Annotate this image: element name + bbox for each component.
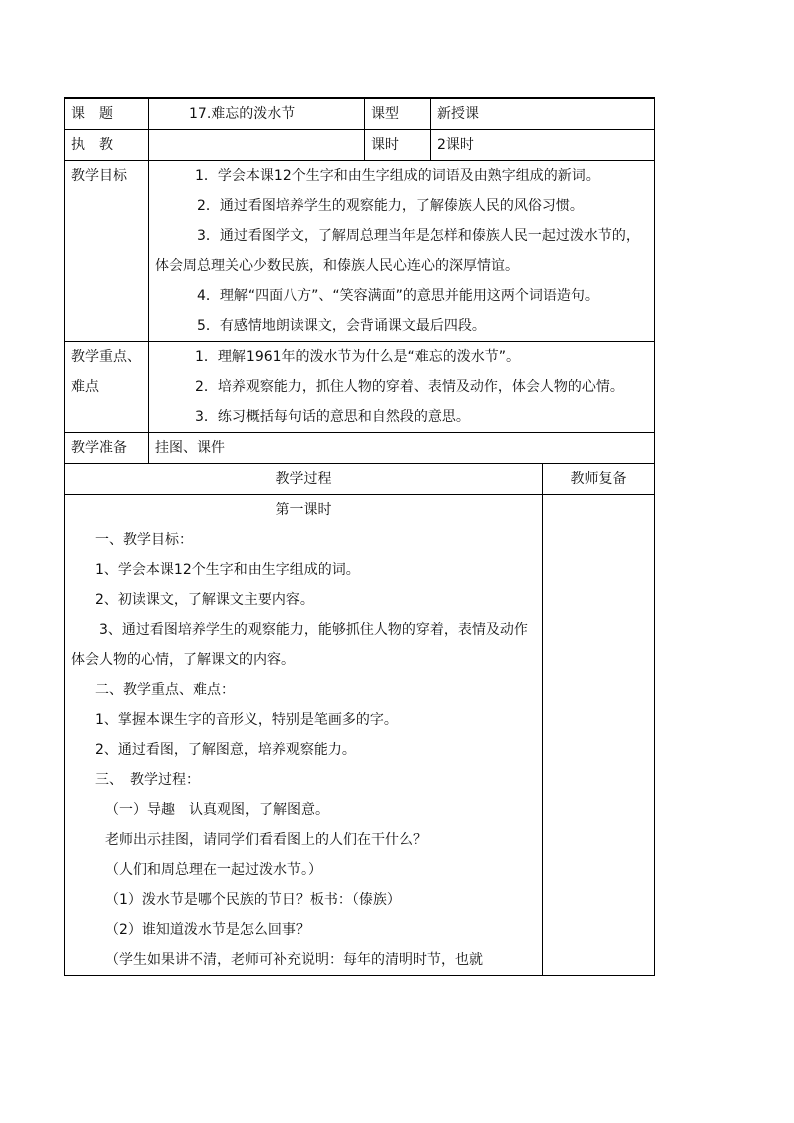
- row-key-points: [65, 342, 655, 433]
- row-teacher: [65, 130, 655, 161]
- process-line: （一）导趣 认真观图，了解图意。: [105, 802, 329, 818]
- type-value: 新授课: [431, 98, 655, 130]
- goal-item: 2．通过看图培养学生的观察能力，了解傣族人民的风俗习惯。: [197, 198, 584, 214]
- process-line: 一、教学目标：: [95, 532, 193, 548]
- goals-label: 教学目标: [65, 161, 149, 342]
- process-line: （学生如果讲不清，老师可补充说明：每年的清明时节，也就: [105, 952, 483, 968]
- key-point-item: 1．理解1961年的泼水节为什么是“难忘的泼水节”。: [195, 349, 521, 365]
- process-header: 教学过程: [65, 464, 543, 495]
- row-prep: [65, 433, 655, 464]
- process-line: 3、通过看图培养学生的观察能力，能够抓住人物的穿着，表情及动作体会人物的心情，了解课文的内容。: [71, 622, 528, 668]
- process-line: 二、教学重点、难点：: [95, 682, 235, 698]
- process-line: 1、学会本课12个生字和由生字组成的词。: [95, 562, 360, 578]
- prep-label: 教学准备: [65, 433, 149, 464]
- row-topic: [65, 98, 655, 130]
- goal-item: 1．学会本课12个生字和由生字组成的词语及由熟字组成的新词。: [195, 168, 600, 184]
- goal-item: 5．有感情地朗读课文，会背诵课文最后四段。: [197, 318, 486, 334]
- goals-content: [149, 161, 655, 342]
- teacher-label: 执 教: [65, 130, 149, 161]
- topic-value: 17.难忘的泼水节: [149, 98, 365, 130]
- key-points-content: [149, 342, 655, 433]
- process-line: 1、掌握本课生字的音形义，特别是笔画多的字。: [95, 712, 398, 728]
- teacher-review-header: 教师复备: [543, 464, 655, 495]
- process-line: （2）谁知道泼水节是怎么回事？: [105, 922, 310, 938]
- row-process-header: [65, 464, 655, 495]
- lesson-title: 第一课时: [275, 502, 332, 518]
- key-point-item: 3．练习概括每句话的意思和自然段的意思。: [195, 409, 470, 425]
- goal-item: 4．理解“四面八方”、“笑容满面”的意思并能用这两个词语造句。: [197, 288, 599, 304]
- process-content: [65, 495, 543, 976]
- process-line: 老师出示挂图，请同学们看看图上的人们在干什么？: [105, 832, 427, 848]
- type-label: 课型: [365, 98, 431, 130]
- hours-label: 课时: [365, 130, 431, 161]
- hours-value: 2课时: [431, 130, 655, 161]
- process-line: 2、初读课文，了解课文主要内容。: [95, 592, 314, 608]
- key-points-label: 教学重点、难点: [65, 342, 149, 433]
- row-process-body: [65, 495, 655, 976]
- teacher-value: [149, 130, 365, 161]
- goal-item: 3．通过看图学文，了解周总理当年是怎样和傣族人民一起过泼水节的，体会周总理关心少数民族，和傣族人民心连心的深厚情谊。: [155, 228, 640, 274]
- key-point-item: 2．培养观察能力，抓住人物的穿着、表情及动作，体会人物的心情。: [195, 379, 624, 395]
- process-line: （1）泼水节是哪个民族的节日？板书：（傣族）: [105, 892, 401, 908]
- process-line: 2、通过看图，了解图意，培养观察能力。: [95, 742, 356, 758]
- lesson-plan-table: [64, 97, 655, 976]
- row-goals: [65, 161, 655, 342]
- process-line: 三、 教学过程：: [95, 772, 200, 788]
- prep-value: 挂图、课件: [149, 433, 655, 464]
- process-line: （人们和周总理在一起过泼水节。）: [105, 862, 322, 878]
- teacher-review-content: [543, 495, 655, 976]
- topic-label: 课 题: [65, 98, 149, 130]
